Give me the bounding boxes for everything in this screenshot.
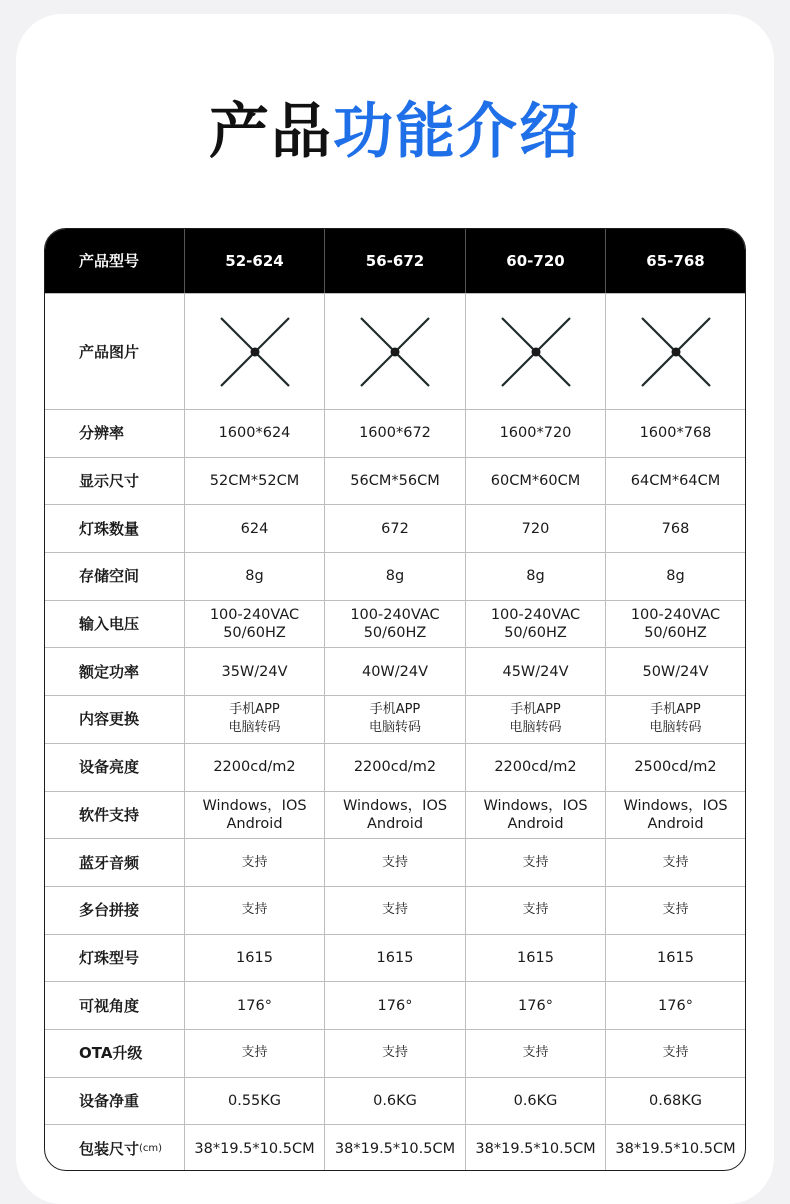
table-row bbox=[45, 1029, 745, 1077]
cell-value: 2200cd/m2 bbox=[353, 759, 437, 776]
cell-line: 100-240VAC bbox=[209, 607, 300, 624]
cell-line: 50/60HZ bbox=[223, 625, 286, 642]
row-label-unit: (cm) bbox=[139, 1142, 163, 1154]
spec-rows bbox=[45, 409, 745, 1171]
table-cell bbox=[325, 1078, 466, 1125]
table-cell bbox=[466, 648, 606, 695]
table-cell bbox=[466, 1078, 606, 1125]
table-row bbox=[45, 934, 745, 982]
product-image-4 bbox=[606, 294, 745, 409]
table-cell bbox=[606, 1030, 745, 1077]
cell-value: 支持 bbox=[662, 902, 689, 918]
table-cell bbox=[185, 505, 325, 552]
cell-line: 手机APP bbox=[510, 702, 561, 718]
cell-value: 支持 bbox=[241, 1045, 268, 1061]
cell-value: 支持 bbox=[522, 1045, 549, 1061]
row-label bbox=[45, 458, 185, 505]
table-cell bbox=[606, 410, 745, 457]
cell-value: 40W/24V bbox=[361, 663, 429, 680]
table-cell bbox=[606, 1125, 745, 1171]
table-cell bbox=[466, 553, 606, 600]
cell-value: 1600*720 bbox=[499, 425, 572, 442]
row-label bbox=[45, 1030, 185, 1077]
table-cell bbox=[466, 601, 606, 648]
table-cell bbox=[185, 1030, 325, 1077]
row-label: 产品图片 bbox=[45, 294, 185, 409]
cell-value: 38*19.5*10.5CM bbox=[194, 1140, 315, 1157]
table-cell bbox=[606, 744, 745, 791]
row-label bbox=[45, 1125, 185, 1171]
cell-value: 支持 bbox=[241, 854, 268, 870]
table-cell bbox=[466, 935, 606, 982]
cell-line: Windows，IOS bbox=[342, 797, 448, 814]
row-label-text: 输入电压 bbox=[79, 615, 140, 634]
cell-line: 手机APP bbox=[229, 702, 280, 718]
cell-line: Android bbox=[226, 815, 283, 832]
table-cell bbox=[325, 410, 466, 457]
table-cell bbox=[606, 458, 745, 505]
row-label bbox=[45, 935, 185, 982]
row-label-text: 额定功率 bbox=[79, 662, 140, 681]
table-cell bbox=[185, 601, 325, 648]
table-cell bbox=[185, 792, 325, 839]
table-cell bbox=[325, 601, 466, 648]
table-cell bbox=[325, 553, 466, 600]
table-cell bbox=[185, 458, 325, 505]
table-cell bbox=[185, 696, 325, 743]
row-label bbox=[45, 887, 185, 934]
table-cell bbox=[185, 744, 325, 791]
cell-value: 56CM*56CM bbox=[350, 473, 440, 490]
cell-value: 1615 bbox=[517, 949, 554, 966]
cell-line: Windows，IOS bbox=[623, 797, 728, 814]
row-label-text: 多台拼接 bbox=[79, 901, 140, 920]
table-cell bbox=[606, 792, 745, 839]
table-cell bbox=[606, 839, 745, 886]
table-cell bbox=[466, 1030, 606, 1077]
cell-line: 100-240VAC bbox=[350, 607, 440, 624]
cell-line: 电脑转码 bbox=[228, 720, 281, 736]
product-image-2 bbox=[325, 294, 466, 409]
cell-value: 2200cd/m2 bbox=[213, 759, 296, 776]
cell-value: 50W/24V bbox=[642, 663, 709, 680]
table-cell bbox=[325, 935, 466, 982]
row-label bbox=[45, 410, 185, 457]
cell-value: 38*19.5*10.5CM bbox=[615, 1140, 736, 1157]
cell-value: 0.68KG bbox=[648, 1092, 703, 1109]
table-cell bbox=[185, 935, 325, 982]
cell-value: 38*19.5*10.5CM bbox=[334, 1140, 456, 1157]
cell-value: 0.6KG bbox=[373, 1092, 417, 1109]
row-label-text: 包装尺寸 bbox=[79, 1139, 140, 1158]
table-cell bbox=[466, 1125, 606, 1171]
table-row bbox=[45, 1124, 745, 1171]
cell-value: 1600*624 bbox=[218, 425, 291, 442]
row-label bbox=[45, 982, 185, 1029]
table-cell bbox=[325, 792, 466, 839]
header-model-1: 52-624 bbox=[185, 229, 325, 293]
table-cell bbox=[606, 935, 745, 982]
table-cell bbox=[325, 744, 466, 791]
table-cell bbox=[185, 982, 325, 1029]
cell-line: 手机APP bbox=[369, 702, 421, 718]
row-label-text: 蓝牙音频 bbox=[79, 853, 140, 872]
table-row bbox=[45, 600, 745, 648]
table-cell bbox=[185, 648, 325, 695]
row-label-text: 存储空间 bbox=[79, 567, 140, 586]
cell-value: 720 bbox=[521, 520, 550, 537]
table-row bbox=[45, 791, 745, 839]
cell-value: 支持 bbox=[522, 902, 549, 918]
table-cell bbox=[325, 839, 466, 886]
row-label-text: 显示尺寸 bbox=[79, 472, 140, 491]
cell-value: 0.55KG bbox=[227, 1092, 282, 1109]
cell-value: 768 bbox=[661, 520, 690, 537]
table-row bbox=[45, 886, 745, 934]
table-row bbox=[45, 743, 745, 791]
cell-value: 支持 bbox=[381, 854, 408, 870]
cell-value: 1615 bbox=[657, 949, 694, 966]
table-cell bbox=[606, 601, 745, 648]
cell-line: 电脑转码 bbox=[368, 720, 421, 736]
table-cell bbox=[185, 887, 325, 934]
cell-line: 50/60HZ bbox=[644, 625, 707, 642]
table-cell bbox=[466, 410, 606, 457]
cell-value: 624 bbox=[240, 520, 269, 537]
cell-line: 手机APP bbox=[650, 702, 701, 718]
cell-value: 支持 bbox=[522, 854, 549, 870]
table-cell bbox=[325, 982, 466, 1029]
table-cell bbox=[606, 887, 745, 934]
title-part-1: 产品 bbox=[209, 97, 333, 167]
table-row bbox=[45, 409, 745, 457]
table-cell bbox=[606, 505, 745, 552]
header-model-2: 56-672 bbox=[325, 229, 466, 293]
table-cell bbox=[185, 410, 325, 457]
row-label bbox=[45, 1078, 185, 1125]
cell-line: 50/60HZ bbox=[363, 625, 427, 642]
cell-value: 64CM*64CM bbox=[630, 473, 721, 490]
cell-value: 2200cd/m2 bbox=[494, 759, 577, 776]
header-model-3: 60-720 bbox=[466, 229, 606, 293]
table-cell bbox=[185, 1125, 325, 1171]
table-cell bbox=[466, 696, 606, 743]
cell-value: 60CM*60CM bbox=[490, 473, 581, 490]
table-cell bbox=[185, 553, 325, 600]
cell-value: 支持 bbox=[662, 1045, 689, 1061]
table-row bbox=[45, 981, 745, 1029]
table-cell bbox=[466, 887, 606, 934]
row-label bbox=[45, 505, 185, 552]
cell-line: Android bbox=[366, 815, 424, 832]
cell-value: 52CM*52CM bbox=[209, 473, 300, 490]
cell-value: 0.6KG bbox=[513, 1092, 558, 1109]
table-row bbox=[45, 695, 745, 743]
hologram-fan-icon bbox=[496, 312, 576, 392]
cell-value: 2500cd/m2 bbox=[634, 759, 717, 776]
table-cell bbox=[466, 744, 606, 791]
table-row bbox=[45, 504, 745, 552]
row-label-text: 灯珠型号 bbox=[79, 948, 140, 967]
table-cell bbox=[466, 792, 606, 839]
row-label-text: 设备亮度 bbox=[79, 758, 140, 777]
title-part-2: 功能介绍 bbox=[333, 97, 581, 167]
cell-value: 8g bbox=[666, 568, 685, 585]
row-label bbox=[45, 648, 185, 695]
cell-line: 电脑转码 bbox=[509, 720, 562, 736]
table-cell bbox=[325, 458, 466, 505]
row-label-text: 软件支持 bbox=[79, 805, 140, 824]
cell-value: 8g bbox=[245, 568, 264, 585]
cell-line: Android bbox=[507, 815, 564, 832]
cell-value: 8g bbox=[385, 568, 405, 585]
table-cell bbox=[466, 982, 606, 1029]
row-label bbox=[45, 744, 185, 791]
cell-line: Windows，IOS bbox=[483, 797, 588, 814]
page-title bbox=[0, 92, 790, 172]
table-header-row bbox=[45, 229, 745, 293]
row-label-text: 可视角度 bbox=[79, 996, 140, 1015]
table-cell bbox=[606, 648, 745, 695]
cell-line: Windows，IOS bbox=[202, 797, 307, 814]
cell-value: 38*19.5*10.5CM bbox=[475, 1140, 596, 1157]
spec-table bbox=[44, 228, 746, 1171]
cell-value: 176° bbox=[237, 997, 272, 1014]
table-cell bbox=[606, 982, 745, 1029]
cell-value: 1615 bbox=[236, 949, 273, 966]
row-label-text: 内容更换 bbox=[79, 710, 140, 729]
cell-value: 176° bbox=[518, 997, 553, 1014]
cell-line: 电脑转码 bbox=[649, 720, 702, 736]
table-row bbox=[45, 552, 745, 600]
cell-value: 8g bbox=[526, 568, 545, 585]
table-cell bbox=[325, 887, 466, 934]
cell-value: 支持 bbox=[241, 902, 268, 918]
table-row bbox=[45, 647, 745, 695]
cell-value: 1615 bbox=[376, 949, 414, 966]
table-cell bbox=[606, 696, 745, 743]
cell-line: Android bbox=[647, 815, 704, 832]
header-model-4: 65-768 bbox=[646, 252, 705, 270]
table-cell bbox=[325, 648, 466, 695]
product-image-1 bbox=[185, 294, 325, 409]
cell-value: 支持 bbox=[662, 854, 689, 870]
table-row bbox=[45, 838, 745, 886]
table-cell bbox=[325, 696, 466, 743]
product-image-3 bbox=[466, 294, 606, 409]
table-cell bbox=[185, 839, 325, 886]
cell-line: 100-240VAC bbox=[490, 607, 581, 624]
cell-value: 176° bbox=[377, 997, 413, 1014]
row-label-text: OTA升级 bbox=[79, 1044, 143, 1063]
cell-value: 672 bbox=[381, 520, 409, 537]
table-row-image bbox=[45, 293, 745, 409]
row-label-text: 设备净重 bbox=[79, 1091, 140, 1110]
cell-value: 1600*768 bbox=[639, 425, 712, 442]
table-cell bbox=[466, 839, 606, 886]
table-cell bbox=[606, 1078, 745, 1125]
header-label: 产品型号 bbox=[45, 229, 185, 293]
row-label bbox=[45, 601, 185, 648]
table-cell bbox=[325, 1125, 466, 1171]
row-label bbox=[45, 696, 185, 743]
cell-value: 1600*672 bbox=[359, 425, 431, 442]
cell-value: 45W/24V bbox=[502, 663, 569, 680]
cell-value: 35W/24V bbox=[221, 663, 288, 680]
table-row bbox=[45, 1077, 745, 1125]
cell-value: 支持 bbox=[381, 1045, 408, 1061]
hologram-fan-icon bbox=[355, 312, 435, 392]
table-cell bbox=[185, 1078, 325, 1125]
cell-value: 176° bbox=[658, 997, 693, 1014]
cell-line: 50/60HZ bbox=[504, 625, 567, 642]
row-label bbox=[45, 792, 185, 839]
table-cell bbox=[466, 458, 606, 505]
row-label-text: 灯珠数量 bbox=[79, 519, 140, 538]
table-cell bbox=[606, 553, 745, 600]
row-label bbox=[45, 553, 185, 600]
table-row bbox=[45, 457, 745, 505]
table-cell bbox=[325, 1030, 466, 1077]
row-label bbox=[45, 839, 185, 886]
row-label-text: 分辨率 bbox=[79, 424, 125, 443]
table-cell bbox=[466, 505, 606, 552]
hologram-fan-icon bbox=[215, 312, 295, 392]
cell-line: 100-240VAC bbox=[630, 607, 721, 624]
table-cell bbox=[325, 505, 466, 552]
cell-value: 支持 bbox=[381, 902, 408, 918]
hologram-fan-icon bbox=[636, 312, 716, 392]
